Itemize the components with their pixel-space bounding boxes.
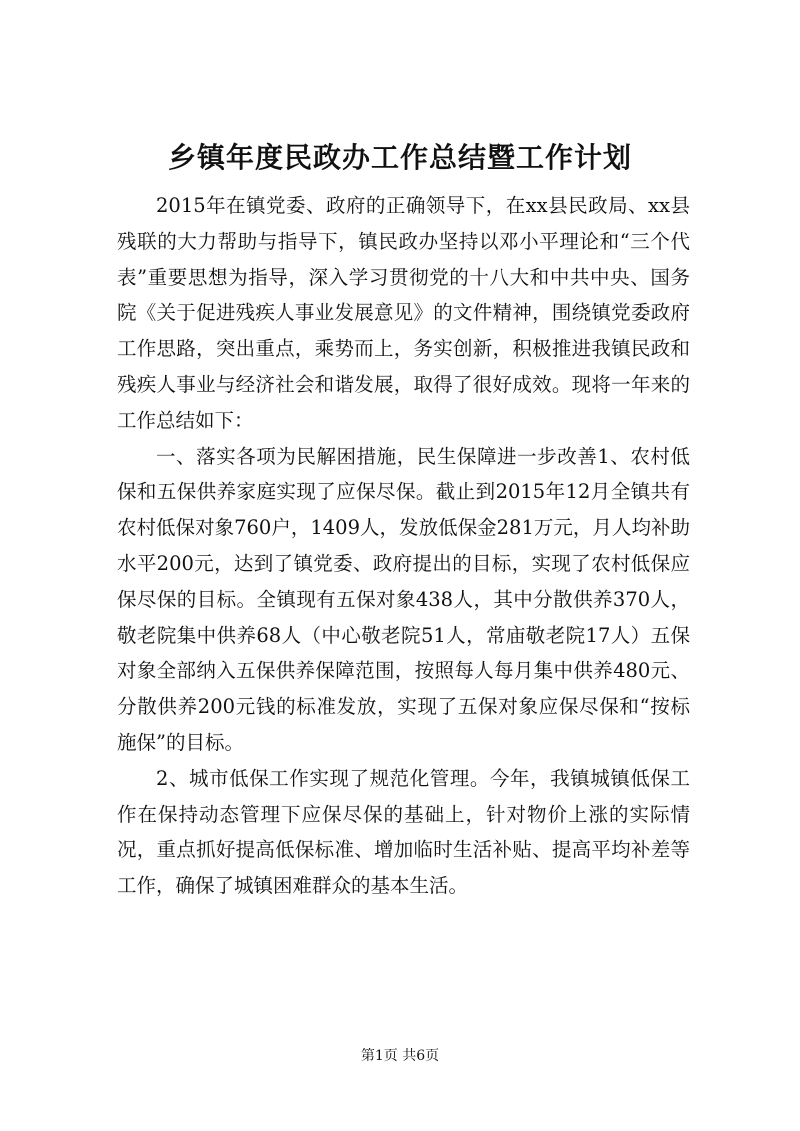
- page-number: 第1页 共6页: [360, 1048, 440, 1064]
- document-body: [117, 188, 690, 904]
- paragraph-section-2: 2、城市低保工作实现了规范化管理。今年，我镇城镇低保工作在保持动态管理下应保尽保的基础上，针对物价上涨的实际情况，重点抓好提高低保标准、增加临时生活补贴、提高平均补差等工作，确保了城镇困难群众的基本生活。: [117, 766, 690, 898]
- paragraph-section-1: 一、落实各项为民解困措施，民生保障进一步改善1、农村低保和五保供养家庭实现了应保尽保。截止到2015年12月全镇共有农村低保对象760户，1409人，发放低保金281万元，月人均补助水平200元，达到了镇党委、政府提出的目标，实现了农村低保应保尽保的目标。全镇现有五保对象438人，其中分散供养370人，敬老院集中供养68人（中心敬老院51人，常庙敬老院17人）五保对象全部纳入五保供养保障范围，按照每人每月集中供养480元、分散供养200元钱的标准发放，实现了五保对象应保尽保和“按标施保”的目标。: [117, 444, 690, 754]
- paragraph-intro: 2015年在镇党委、政府的正确领导下，在xx县民政局、xx县残联的大力帮助与指导下，镇民政办坚持以邓小平理论和“三个代表”重要思想为指导，深入学习贯彻党的十八大和中共中央、国务院《关于促进残疾人事业发展意见》的文件精神，围绕镇党委政府工作思路，突出重点，乘势而上，务实创新，积极推进我镇民政和残疾人事业与经济社会和谐发展，取得了很好成效。现将一年来的工作总结如下：: [117, 194, 690, 432]
- page-footer: [0, 1046, 800, 1066]
- document-title: 乡镇年度民政办工作总结暨工作计划: [167, 141, 632, 174]
